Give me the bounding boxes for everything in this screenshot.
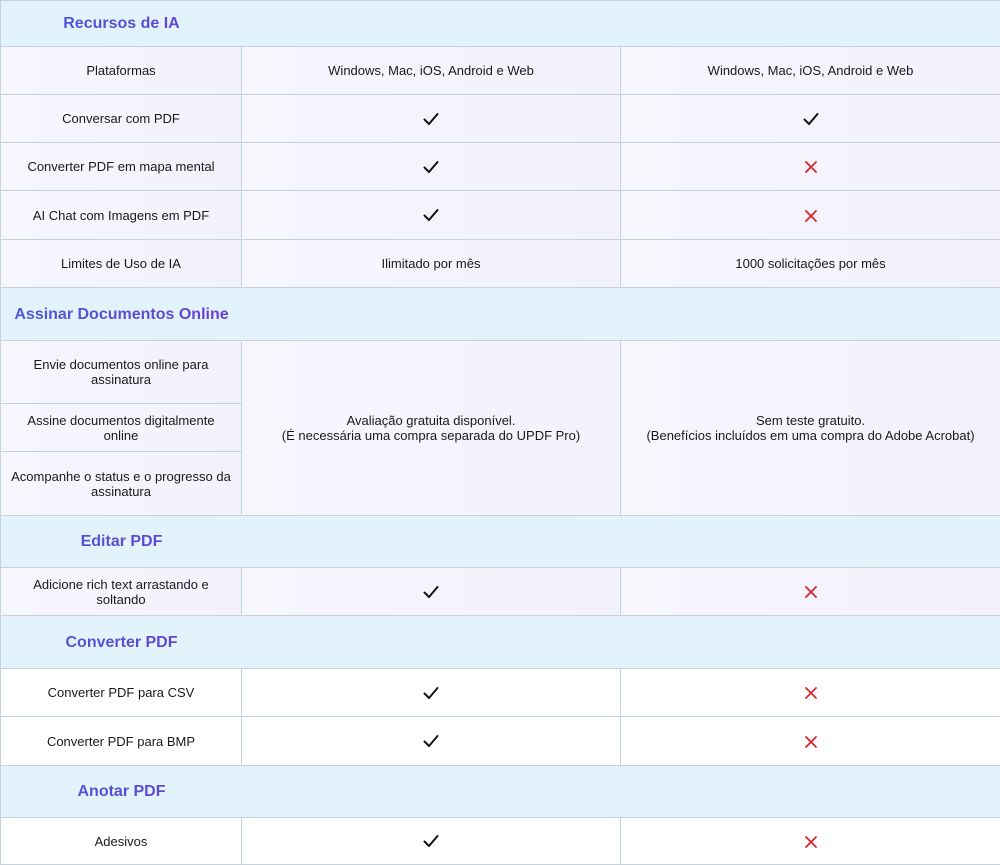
row-label: Converter PDF para BMP <box>1 717 242 766</box>
cross-icon <box>804 686 818 700</box>
row-label: Converter PDF para CSV <box>1 669 242 717</box>
table-row <box>1 191 1000 240</box>
cell-adobe: Windows, Mac, iOS, Android e Web <box>621 47 1000 95</box>
section-title: Recursos de IA <box>1 16 242 31</box>
table-row <box>1 568 1000 616</box>
row-label: Adicione rich text arrastando e soltando <box>1 568 242 616</box>
cell-updf: Windows, Mac, iOS, Android e Web <box>242 47 621 95</box>
row-label: Assine documentos digitalmente online <box>1 404 242 452</box>
check-icon <box>422 583 440 601</box>
cross-icon <box>804 735 818 749</box>
cell-updf <box>242 717 621 766</box>
row-label: Converter PDF em mapa mental <box>1 143 242 191</box>
row-label: Conversar com PDF <box>1 95 242 143</box>
check-icon <box>422 110 440 128</box>
row-label: Plataformas <box>1 47 242 95</box>
cell-adobe <box>621 143 1000 191</box>
section-header-convert <box>1 616 1000 669</box>
check-icon <box>422 732 440 750</box>
check-icon <box>422 206 440 224</box>
cell-adobe <box>621 341 1000 516</box>
sign-updf-line2: (É necessária uma compra separada do UPDF Pro) <box>250 428 612 443</box>
section-header-sign <box>1 288 1000 341</box>
cell-adobe <box>621 717 1000 766</box>
cell-adobe: 1000 solicitações por mês <box>621 240 1000 288</box>
check-icon <box>802 110 820 128</box>
section-header-annotate <box>1 766 1000 818</box>
cell-adobe <box>621 568 1000 616</box>
cell-adobe <box>621 669 1000 717</box>
table-row <box>1 669 1000 717</box>
cell-updf <box>242 568 621 616</box>
cell-updf <box>242 143 621 191</box>
row-label: Limites de Uso de IA <box>1 240 242 288</box>
cell-updf <box>242 341 621 516</box>
row-label: Acompanhe o status e o progresso da assinatura <box>1 452 242 516</box>
table-row <box>1 717 1000 766</box>
section-title: Editar PDF <box>1 534 242 549</box>
cell-updf: Ilimitado por mês <box>242 240 621 288</box>
section-header-edit <box>1 516 1000 568</box>
sign-updf-line1: Avaliação gratuita disponível. <box>250 413 612 428</box>
sign-adobe-line2: (Benefícios incluídos em uma compra do Adobe Acrobat) <box>629 428 992 443</box>
cell-updf <box>242 818 621 865</box>
cell-updf <box>242 669 621 717</box>
table-row <box>1 341 1000 404</box>
row-label: Adesivos <box>1 818 242 865</box>
check-icon <box>422 684 440 702</box>
row-label: AI Chat com Imagens em PDF <box>1 191 242 240</box>
cell-adobe <box>621 818 1000 865</box>
sign-adobe-line1: Sem teste gratuito. <box>629 413 992 428</box>
cell-adobe <box>621 191 1000 240</box>
cross-icon <box>804 585 818 599</box>
check-icon <box>422 832 440 850</box>
table-row <box>1 240 1000 288</box>
section-title: Anotar PDF <box>1 784 242 799</box>
cell-adobe <box>621 95 1000 143</box>
section-title: Converter PDF <box>1 635 242 650</box>
section-header-ai <box>1 1 1000 47</box>
section-title: Assinar Documentos Online <box>1 307 242 322</box>
cell-updf <box>242 95 621 143</box>
cell-updf <box>242 191 621 240</box>
table-row <box>1 818 1000 865</box>
row-label: Envie documentos online para assinatura <box>1 341 242 404</box>
cross-icon <box>804 209 818 223</box>
table-row <box>1 143 1000 191</box>
table-row <box>1 47 1000 95</box>
table-row <box>1 95 1000 143</box>
cross-icon <box>804 835 818 849</box>
cross-icon <box>804 160 818 174</box>
check-icon <box>422 158 440 176</box>
